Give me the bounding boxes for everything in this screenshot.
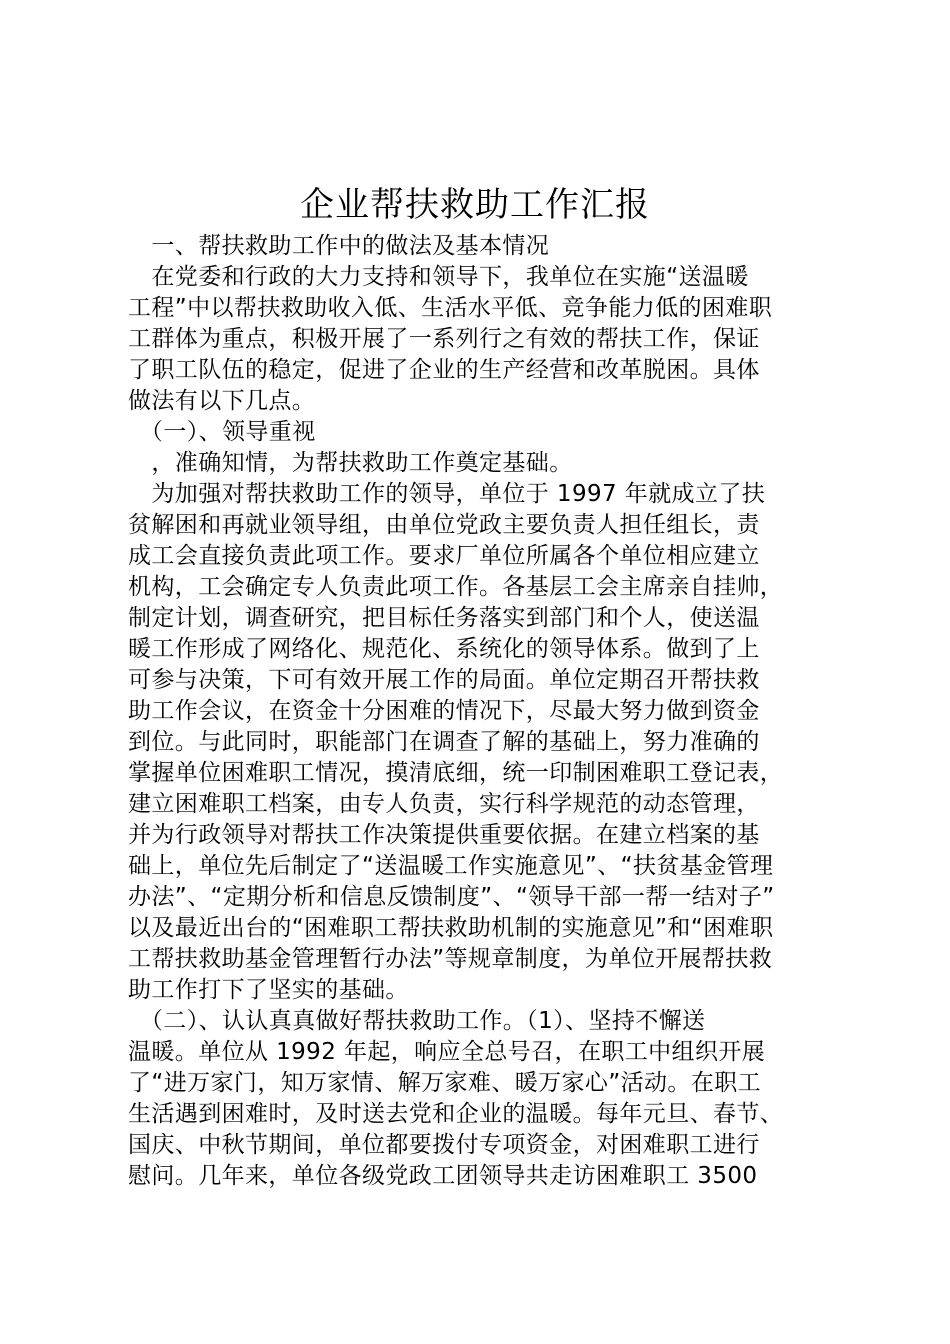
- document-title: 企业帮扶救助工作汇报: [300, 185, 650, 225]
- text-line: 础上，单位先后制定了“送温暖工作实施意见”、“扶贫基金管理: [128, 853, 774, 879]
- text-line: 了职工队伍的稳定，促进了企业的生产经营和改革脱困。具体: [128, 357, 760, 383]
- section-heading: （二）、认认真真做好帮扶救助工作。（1）、坚持不懈送: [128, 1008, 706, 1034]
- text-line: 办法”、“定期分析和信息反馈制度”、“领导干部一帮一结对子”: [128, 884, 775, 910]
- text-line: 机构，工会确定专人负责此项工作。各基层工会主席亲自挂帅，: [128, 574, 784, 600]
- text-line: 工程”中以帮扶救助收入低、生活水平低、竞争能力低的困难职: [128, 295, 773, 321]
- text-line: 国庆、中秋节期间，单位都要拨付专项资金，对困难职工进行: [128, 1132, 760, 1158]
- text-line: 了“进万家门，知万家情、解万家难、暖万家心”活动。在职工: [128, 1070, 762, 1096]
- text-line: 生活遇到困难时，及时送去党和企业的温暖。每年元旦、春节、: [128, 1101, 784, 1127]
- text-line: 为加强对帮扶救助工作的领导，单位于 1997 年就成立了扶: [128, 481, 766, 507]
- text-line: 工帮扶救助基金管理暂行办法”等规章制度，为单位开展帮扶救: [128, 946, 773, 972]
- text-line: 以及最近出台的“困难职工帮扶救助机制的实施意见”和“困难职: [128, 915, 774, 941]
- text-line: 温暖。单位从 1992 年起，响应全总号召，在职工中组织开展: [128, 1039, 766, 1065]
- text-line: 工群体为重点，积极开展了一系列行之有效的帮扶工作，保证: [128, 326, 760, 352]
- text-line: 贫解困和再就业领导组，由单位党政主要负责人担任组长，责: [128, 512, 760, 538]
- text-line: 助工作会议，在资金十分困难的情况下，尽最大努力做到资金: [128, 698, 760, 724]
- text-line: 建立困难职工档案，由专人负责，实行科学规范的动态管理，: [128, 791, 760, 817]
- text-line: 慰问。几年来，单位各级党政工团领导共走访困难职工 3500: [128, 1163, 758, 1189]
- text-line: 在党委和行政的大力支持和领导下，我单位在实施“送温暖: [128, 264, 749, 290]
- text-line: 助工作打下了坚实的基础。: [128, 977, 409, 1003]
- text-line: 成工会直接负责此项工作。要求厂单位所属各个单位相应建立: [128, 543, 760, 569]
- text-line: 暖工作形成了网络化、规范化、系统化的领导体系。做到了上: [128, 636, 760, 662]
- text-line: 做法有以下几点。: [128, 388, 316, 414]
- text-line: 制定计划，调查研究，把目标任务落实到部门和个人，使送温: [128, 605, 760, 631]
- text-line: 可参与决策，下可有效开展工作的局面。单位定期召开帮扶救: [128, 667, 760, 693]
- section-heading: （一）、领导重视: [128, 419, 316, 445]
- text-line: 并为行政领导对帮扶工作决策提供重要依据。在建立档案的基: [128, 822, 760, 848]
- text-line: ，准确知情，为帮扶救助工作奠定基础。: [128, 450, 573, 476]
- text-line: 到位。与此同时，职能部门在调查了解的基础上，努力准确的: [128, 729, 760, 755]
- text-line: 掌握单位困难职工情况，摸清底细，统一印制困难职工登记表，: [128, 760, 784, 786]
- text-line: 一、帮扶救助工作中的做法及基本情况: [128, 233, 550, 259]
